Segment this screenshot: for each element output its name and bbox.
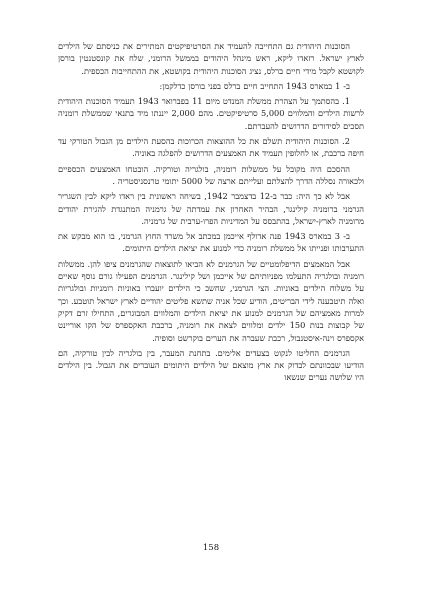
page-number: 158 bbox=[202, 543, 220, 553]
paragraph: 1. בהסתמך על הצהרת ממשלת המנדט מיום 11 בפברואר 1943 תעמיד הסוכנות היהודית לרשות הילדים והמלווים 5,000 סרטיפיקטים. מהם 2,000 ייננתו מיד בתנאי שממשלת רומניה תסכים לסידורים הדרושים להעברתם. bbox=[58, 96, 364, 131]
paragraph: ההסכם היה מקובל על ממשלות רומניה, בולגריה וטורקיה. הובטחו האמצעים הכספיים ולכאורה נסללה הדרך להצלתם ועלייתם ארצה של 5000 יתומי טרנסניסטריה . bbox=[58, 163, 364, 186]
paragraph: 2. הסוכנות היהודית תשלם את כל ההוצאות הכרוכות בהסעת הילדים מן הגבול הטורקי עד חיפה ברכבת, או לחלופין תעמיד את האמצעים הדרושים להפלגה באוניה. bbox=[58, 136, 364, 159]
paragraph: אבל לא כך היה: כבר ב-12 בדצמבר 1942, בשיחה ראשונית בין ראדו ליקא לבין השגריר הגרמני ברומניה קילינגר, הבהיר האחרון את עמדתה של גרמניה המתנגדת להגירת יהודים מרומניה לארץ-ישראל, בהתבסס על המדיניות הפרו-ערבית של גרמניה. bbox=[58, 191, 364, 226]
paragraph: הסוכנות היהודית גם התחייבה להעמיד את הסרטיפיקטים המתירים את כניסתם של הילדים לארץ ישראל. רזאדו ליקא, ראש מינהל היהודים בממשל הרומני, שלח את קונסטנטין בורסן לקושטא לקבל מידי חיים ברלס, נציג הסוכנות היהודית בקושטא, את ההתחייבות הכספית. bbox=[58, 41, 364, 76]
paragraph: ב- 3 במארס 1943 פנה אדולף אייכמן במכתב אל משרד החוץ הגרמני, בו הוא מבקש את התערבותו ופנייתו אל ממשלת רומניה כדי למנוע את יציאת הילדים היתומים. bbox=[58, 231, 364, 254]
paragraph: הגרמנים החליטו לנקוט בצעדים אלימים. בתחנת המעבר, בין בולגריה לבין טורקיה, הם הודיעו שבכוונתם לבדוק את ארץ מוצאם של הילדים היתומים העוברים את הגבול. בין הילדים היו שלושה נערים שנשאו bbox=[58, 347, 364, 383]
body-text bbox=[58, 40, 364, 384]
paragraph: ב- 1 במארס 1943 התחייב חיים ברלס בפני בורסן כדלקמן: bbox=[159, 80, 350, 91]
paragraph: אבל המאמצים הדיפלומטיים של הגרמנים לא הביאו לתוצאות שהגרמנים ציפו להן. ממשלות רומניה ובולגריה התעלמו מפניותיהם של אייכמן ושל קילינגר. הגרמנים הפעילו גורם נוסף שאיים על משלוח הילדים באוניות. הצי הגרמני, שחשב כי הילדים יועברו באוניות רומניות ובולגריות ואלה תיטבענה לידי הבריטים, הודיע שכל אניה שתשא פליטים יהודיים לארץ ישראל תוטבע. וכך למרות מאמציהם של הגרמנים למנוע את יציאת הילדים והמלווים המבוגרים, התחילו זרם דקיק של קבוצות בנות 150 ילדים ומלווים לצאת את רומניה, ברכבת האקספרס של הקו אוריינט אקספרס וינה-איסטנבול, רכבת שעברה את הערים בוקרשט וסופיה. bbox=[58, 258, 364, 343]
